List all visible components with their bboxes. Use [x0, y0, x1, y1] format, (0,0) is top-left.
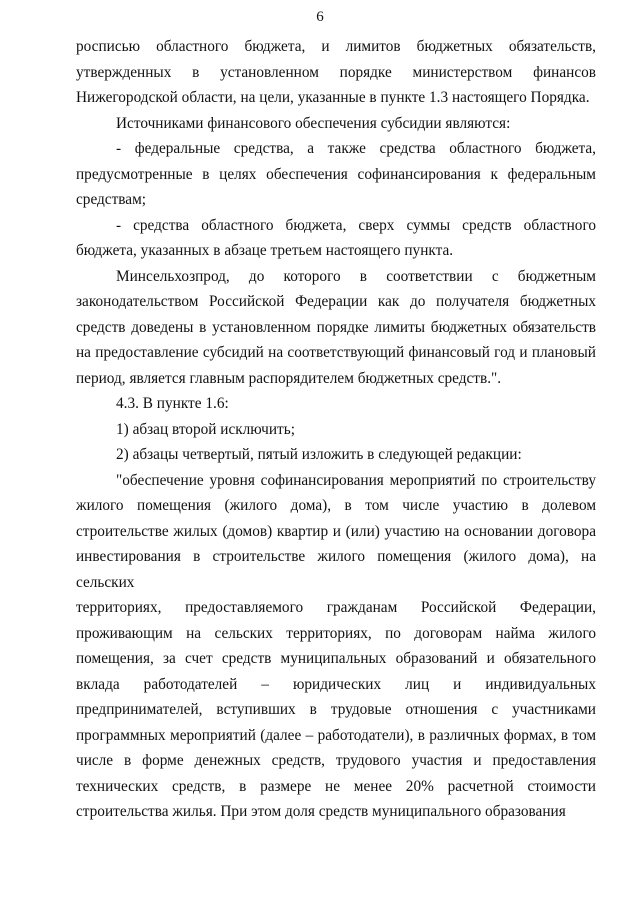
paragraph [76, 264, 596, 392]
text-line: - федеральные средства, а также средства областного бюджета, [116, 140, 596, 157]
text-line: вклада работодателей – юридических лиц и индивидуальных [76, 675, 596, 693]
text-line: предусмотренные в целях обеспечения софинансирования к федеральным [76, 165, 596, 183]
paragraph [76, 468, 596, 825]
text-line: предпринимателей, вступивших в трудовые отношения с участниками [76, 701, 596, 718]
text-line: территориях, предоставляемого гражданам Российской Федерации, [76, 599, 596, 616]
text-line: законодательством Российской Федерации как до получателя бюджетных [76, 293, 596, 310]
text-line: 1) абзац второй исключить; [116, 420, 295, 438]
text-line: "обеспечение уровня софинансирования мероприятий по строительству [116, 471, 596, 489]
text-line: строительстве жилых (домов) квартир и (или) участию на основании договора [76, 522, 596, 540]
text-line: программных мероприятий (далее – работодатели), в различных формах, в том [76, 726, 596, 744]
text-line: Минсельхозпрод, до которого в соответствии с бюджетным [116, 267, 596, 285]
paragraph [76, 111, 596, 137]
text-line: Источниками финансового обеспечения субсидии являются: [116, 114, 511, 132]
text-line: утвержденных в установленном порядке министерством финансов [76, 63, 596, 81]
text-line: на предоставление субсидий на соответствующий финансовый год и плановый [76, 344, 596, 361]
paragraph [76, 417, 596, 443]
text-line: инвестирования в строительстве жилого помещения (жилого дома), на сельских [76, 548, 596, 591]
document-body [76, 34, 596, 825]
text-line: период, является главным распорядителем бюджетных средств.". [76, 369, 502, 387]
text-line: Нижегородской области, на цели, указанные в пункте 1.3 настоящего Порядка. [76, 89, 590, 106]
paragraph [76, 136, 596, 213]
text-line: 2) абзацы четвертый, пятый изложить в следующей редакции: [116, 446, 522, 463]
text-line: строительства жилья. При этом доля средств муниципального образования [76, 803, 566, 820]
text-line: помещения, за счет средств муниципальных образований и обязательного [76, 650, 596, 667]
text-line: жилого помещения (жилого дома), в том числе участию в долевом [76, 497, 596, 514]
text-line: средствам; [76, 191, 147, 208]
paragraph [76, 213, 596, 264]
text-line: технических средств, в размере не менее 20% расчетной стоимости [76, 777, 596, 795]
paragraph [76, 34, 596, 111]
paragraph [76, 442, 596, 468]
text-line: числе в форме денежных средств, трудового участия и предоставления [76, 752, 596, 769]
text-line: проживающим на сельских территориях, по договорам найма жилого [76, 624, 596, 642]
page-number: 6 [316, 9, 324, 25]
text-line: бюджета, указанных в абзаце третьем настоящего пункта. [76, 242, 454, 259]
text-line: 4.3. В пункте 1.6: [116, 395, 229, 412]
text-line: средств доведены в установленном порядке лимиты бюджетных обязательств [76, 318, 596, 336]
text-line: - средства областного бюджета, сверх суммы средств областного [116, 216, 596, 234]
paragraph [76, 391, 596, 417]
text-line: росписью областного бюджета, и лимитов бюджетных обязательств, [76, 38, 596, 55]
